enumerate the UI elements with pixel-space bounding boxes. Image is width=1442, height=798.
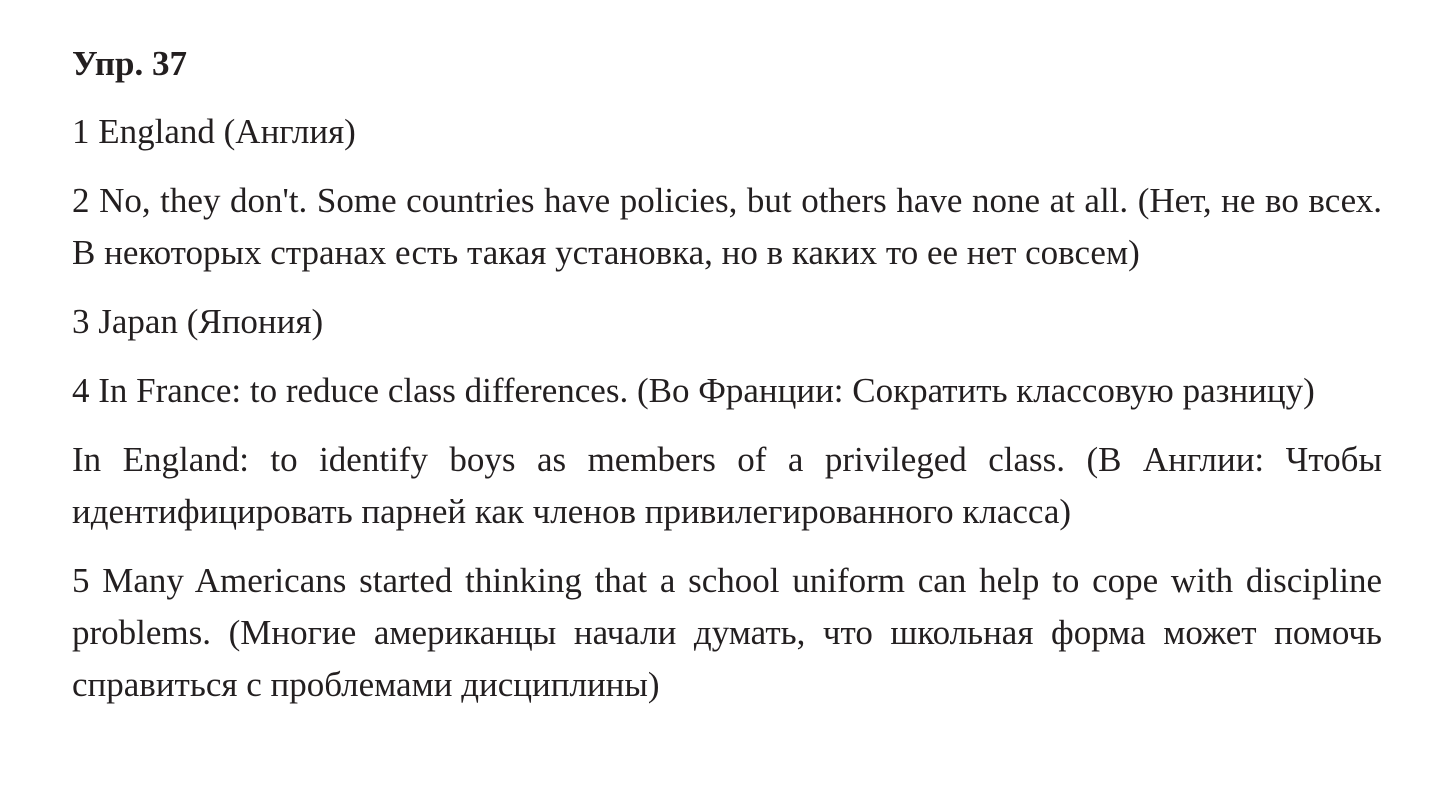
answer-4-france: 4 In France: to reduce class differences. (Во Франции: Сократить классовую разницу) [72, 371, 1315, 410]
answer-4-england: In England: to identify boys as members of a privileged class. (В Англии: Чтобы идентифицировать парней как членов привилегированного класса) [72, 440, 1382, 531]
answer-1: 1 England (Англия) [72, 112, 356, 151]
exercise-answer-page [72, 38, 1382, 711]
answer-3: 3 Japan (Япония) [72, 302, 324, 341]
answer-2: 2 No, they don't. Some countries have policies, but others have none at all. (Нет, не во всех. В некоторых странах есть такая установка, но в каких то ее нет совсем) [72, 181, 1382, 272]
answer-5: 5 Many Americans started thinking that a school uniform can help to cope with discipline problems. (Многие американцы начали думать, что школьная форма может помочь справиться с проблемами дисциплины) [72, 561, 1382, 704]
exercise-title: Упр. 37 [72, 44, 187, 83]
